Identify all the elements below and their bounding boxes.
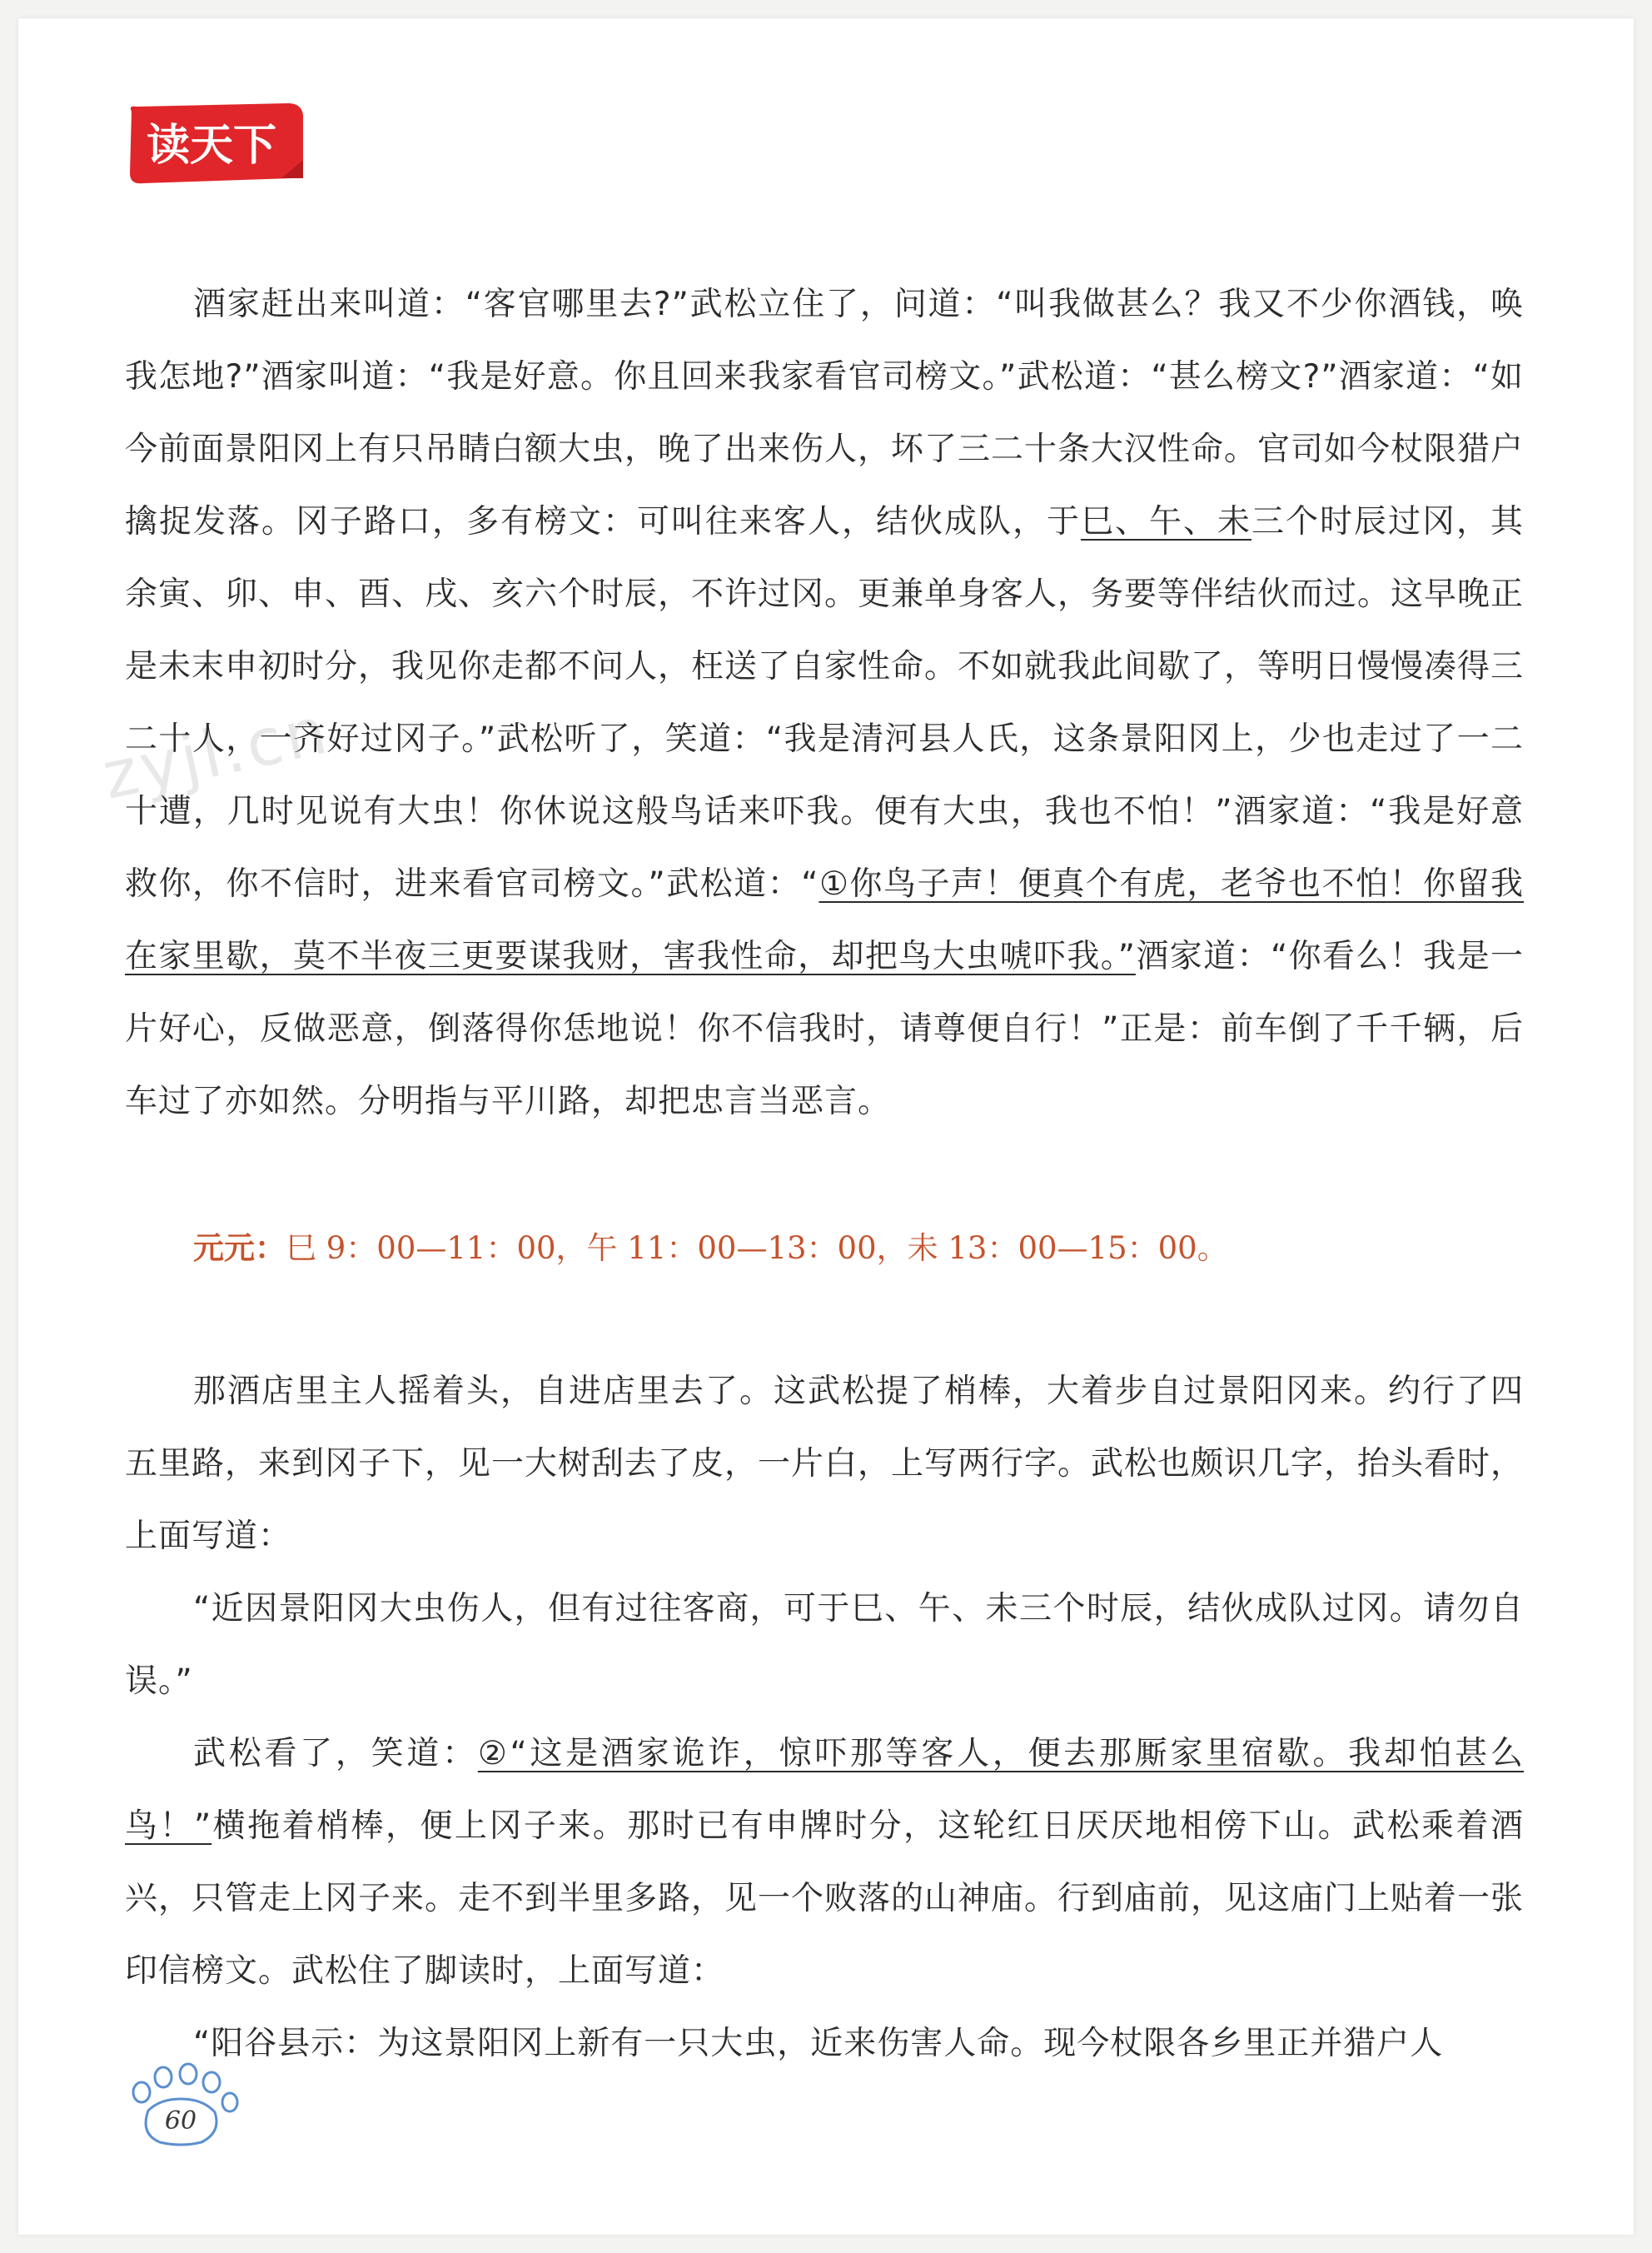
logo-text: 读天下 (147, 121, 277, 171)
paragraph-1-text-c: 酒家道：“你看么！我是一片好心，反做恶意，倒落得你恁地说！你不信我时，请尊便自行！”正是：前车倒了千千辆，后车过了亦如然。分明指与平川路，却把忠言当恶言。 (125, 938, 1524, 1120)
logo-badge (125, 102, 308, 190)
underline-annotation-2: ②“这是酒家诡诈，惊吓那等客人，便去那厮家里宿歇。我却怕甚么鸟！” (125, 1735, 1524, 1845)
paw-icon (118, 2059, 243, 2151)
paragraph-4-text-b: 横拖着梢棒，便上冈子来。那时已有申牌时分，这轮红日厌厌地相傍下山。武松乘着酒兴，只管走上冈子来。走不到半里多路，见一个败落的山神庙。行到庙前，见这庙门上贴着一张印信榜文。武松住了脚读时，上面写道： (125, 1807, 1525, 1990)
publisher-logo (125, 102, 308, 190)
paragraph-4 (125, 1717, 1524, 2007)
paragraph-4-text-a: 武松看了，笑道： (193, 1735, 478, 1772)
paragraph-3: “近因景阳冈大虫伤人，但有过往客商，可于巳、午、未三个时辰，结伙成队过冈。请勿自误。” (125, 1590, 1524, 1700)
underline-annotation-1: ①你鸟子声！便真个有虎，老爷也不怕！你留我在家里歇，莫不半夜三更要谋我财，害我性命，却把鸟大虫唬吓我。” (125, 865, 1524, 975)
page-number: 60 (164, 2106, 197, 2136)
note-label: 元元： (193, 1230, 286, 1266)
underline-time-periods: 巳、午、未 (1080, 503, 1251, 541)
passage-block-1 (125, 268, 1524, 1138)
paragraph-5: “阳谷县示：为这景阳冈上新有一只大虫，近来伤害人命。现今杖限各乡里正并猎户人 (193, 2025, 1444, 2062)
paragraph-1 (125, 268, 1524, 1138)
passage-block-2 (125, 1355, 1524, 2080)
watermark: zyjl.cn (96, 693, 336, 815)
paragraph-2: 那酒店里主人摇着头，自进店里去了。这武松提了梢棒，大着步自过景阳冈来。约行了四五里路，来到冈子下，见一大树刮去了皮，一片白，上写两行字。武松也颇识几字，抬头看时，上面写道： (125, 1373, 1525, 1555)
margin-note (193, 1212, 1228, 1284)
book-page (18, 18, 1634, 2235)
paragraph-1-text-a: 酒家赶出来叫道：“客官哪里去?”武松立住了，问道：“叫我做甚么？我又不少你酒钱，唤我怎地?”酒家叫道：“我是好意。你且回来我家看官司榜文。”武松道：“甚么榜文?”酒家道：“如今前面景阳冈上有只吊睛白额大虫，晚了出来伤人，坏了三二十条大汉性命。官司如今杖限猎户擒捉发落。冈子路口，多有榜文：可叫往来客人，结伙成队，于 (125, 286, 1525, 541)
note-text: 巳 9：00—11：00，午 11：00—13：00，未 13：00—15：00。 (286, 1230, 1228, 1266)
page-number-badge (118, 2059, 243, 2151)
paragraph-1-text-b: 三个时辰过冈，其余寅、卯、申、酉、戌、亥六个时辰，不许过冈。更兼单身客人，务要等伴结伙而过。这早晚正是未末申初时分，我见你走都不问人，枉送了自家性命。不如就我此间歇了，等明日慢慢凑得三二十人，一齐好过冈子。”武松听了，笑道：“我是清河县人氏，这条景阳冈上，少也走过了一二十遭，几时见说有大虫！你休说这般鸟话来吓我。便有大虫，我也不怕！”酒家道：“我是好意救你，你不信时，进来看官司榜文。”武松道：“ (125, 503, 1525, 903)
